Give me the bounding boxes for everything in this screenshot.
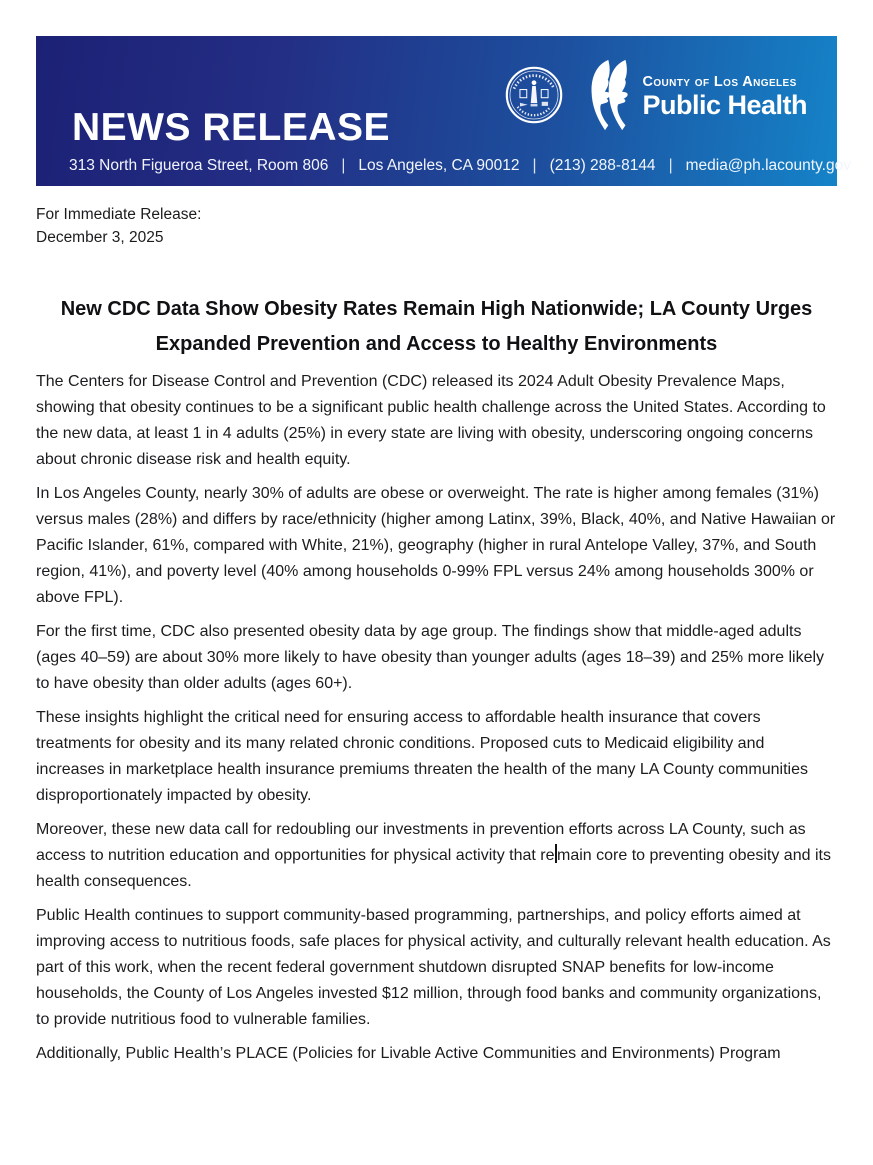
banner-address-line: [69, 157, 851, 175]
address-street: 313 North Figueroa Street, Room 806: [69, 157, 329, 174]
address-separator: |: [668, 157, 673, 174]
public-health-faces-icon: [589, 59, 642, 136]
document-body[interactable]: [36, 369, 837, 1075]
release-label[interactable]: For Immediate Release:: [36, 206, 202, 223]
public-health-logo-text: [642, 75, 807, 119]
address-separator: |: [341, 157, 346, 174]
body-paragraph[interactable]: For the first time, CDC also presented obesity data by age group. The findings show that middle-aged adults (ages 40–59) are about 30% more likely to have obesity than younger adults (ages 18–39) and 25% more likely to have obesity than older adults (ages 60+).: [36, 623, 825, 692]
address-email: media@ph.lacounty.gov: [685, 157, 851, 174]
headline-line2[interactable]: Expanded Prevention and Access to Healthy Environments: [155, 333, 718, 355]
logo-org-line1: County of Los Angeles: [642, 74, 797, 91]
body-paragraph[interactable]: In Los Angeles County, nearly 30% of adults are obese or overweight. The rate is higher among females (31%) versus males (28%) and differs by race/ethnicity (higher among Latinx, 39%, Black, 40%, and Native Hawaiian or Pacific Islander, 61%, compared with White, 21%), geography (higher in rural Antelope Valley, 37%, and South region, 41%), and poverty level (40% among households 0-99% FPL versus 24% among households 300% or above FPL).: [36, 485, 836, 606]
headline-line1[interactable]: New CDC Data Show Obesity Rates Remain High Nationwide; LA County Urges: [60, 298, 813, 320]
paragraph-text-before-caret[interactable]: Moreover, these new data call for redoubling our investments in prevention efforts across LA County, such as access to nutrition education and opportunities for physical activity that re: [36, 821, 806, 864]
news-release-banner: [36, 36, 851, 186]
banner-logos: [505, 60, 807, 134]
body-paragraph[interactable]: Additionally, Public Health’s PLACE (Policies for Livable Active Communities and Environments) Program: [36, 1045, 781, 1062]
banner-title: NEWS RELEASE: [72, 106, 391, 149]
county-seal-icon: [505, 66, 589, 129]
address-phone: (213) 288-8144: [549, 157, 656, 174]
body-paragraph[interactable]: Public Health continues to support community-based programming, partnerships, and policy efforts aimed at improving access to nutritious foods, safe places for physical activity, and culturally relevant health education. As part of this work, when the recent federal government shutdown disrupted SNAP benefits for low-income households, the County of Los Angeles invested $12 million, through food banks and community organizations, to provide nutritious food to vulnerable families.: [36, 907, 831, 1028]
body-paragraph[interactable]: The Centers for Disease Control and Prevention (CDC) released its 2024 Adult Obesity Prevalence Maps, showing that obesity continues to be a significant public health challenge across the United States. According to the new data, at least 1 in 4 adults (25%) in every state are living with obesity, underscoring ongoing concerns about chronic disease risk and health equity.: [36, 373, 826, 468]
release-info[interactable]: [36, 203, 201, 249]
body-paragraph[interactable]: These insights highlight the critical need for ensuring access to affordable health insurance that covers treatments for obesity and its many related chronic conditions. Proposed cuts to Medicaid eligibility and increases in marketplace health insurance premiums threaten the health of the many LA County communities disproportionately impacted by obesity.: [36, 709, 808, 804]
body-paragraph[interactable]: [36, 817, 837, 895]
document-headline[interactable]: [36, 292, 837, 362]
paragraph-text-after-caret[interactable]: main core to preventing obesity and its health consequences.: [36, 847, 831, 890]
address-separator: |: [532, 157, 537, 174]
logo-org-line2: Public Health: [642, 89, 807, 120]
address-city: Los Angeles, CA 90012: [358, 157, 520, 174]
release-date[interactable]: December 3, 2025: [36, 229, 164, 246]
